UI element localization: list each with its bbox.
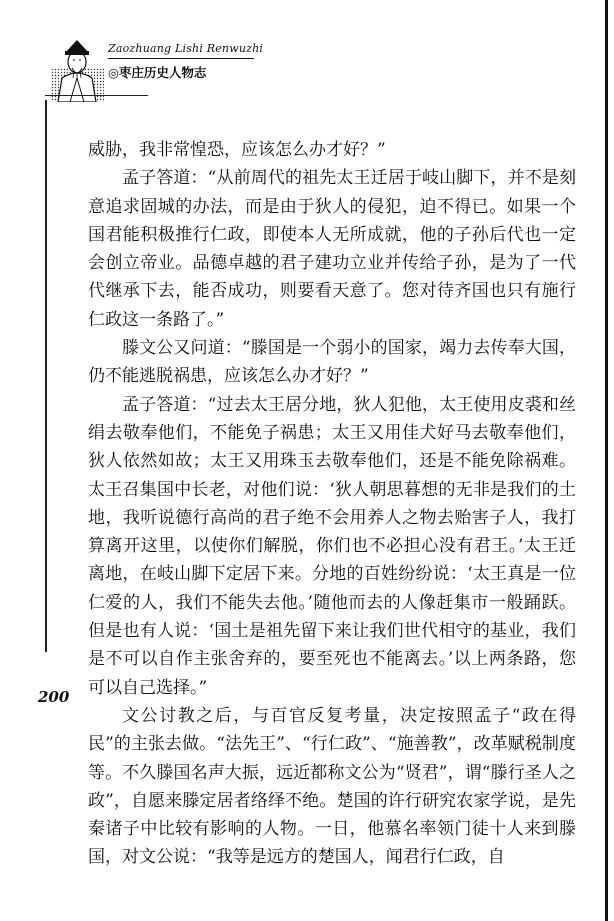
paragraph: 滕文公又问道：“滕国是一个弱小的国家，竭力去传奉大国，仍不能逃脱祸患，应该怎么办才好？” xyxy=(88,338,576,387)
paragraph: 孟子答道：“从前周代的祖先太王迁居于岐山脚下，并不是刻意追求固城的办法，而是由于狄人的侵犯，迫不得已。如果一个国君能积极推行仁政，即使本人无所成就，他的子孙后代也一定会创立帝业。品德卓越的君子建功立业并传给子孙，是为了一代代继承下去，能否成功，则要看天意了。您对待齐国也只有施行仁政这一条路了。” xyxy=(88,168,576,330)
header-divider xyxy=(45,95,148,96)
binding-edge-rule xyxy=(605,0,608,921)
header-underline xyxy=(108,58,254,59)
body-text xyxy=(88,136,576,872)
margin-rule xyxy=(45,100,47,652)
scholar-portrait-icon xyxy=(48,38,106,102)
header-title-chinese: ◎枣庄历史人物志 xyxy=(108,65,207,80)
paragraph: 孟子答道：“过去太王居分地，狄人犯他，太王使用皮裘和丝绢去敬奉他们，不能免子祸患；太王又用佳犬好马去敬奉他们，狄人依然如故；太王又用珠玉去敬奉他们，还是不能免除祸难。太王召集国中长老，对他们说：‘狄人朝思暮想的无非是我们的土地，我听说德行高尚的君子绝不会用养人之物去贻害子人，我打算离开这里，以使你们解脱，你们也不必担心没有君王。’太王迁离地，在岐山脚下定居下来。分地的百姓纷纷说：‘太王真是一位仁爱的人，我们不能失去他。’随他而去的人像赶集市一般踊跃。但是也有人说：‘国土是祖先留下来让我们世代相守的基业，我们是不可以自作主张舍弃的，要至死也不能离去。’以上两条路，您可以自己选择。” xyxy=(88,394,576,698)
paragraph: 文公讨教之后，与百官反复考量，决定按照孟子“政在得民”的主张去做。“法先王”、“行仁政”、“施善教”，改革赋税制度等。不久滕国名声大振，远近都称文公为“贤君”，谓“滕行圣人之政”，自愿来滕定居者络绎不绝。楚国的许行研究农家学说，是先秦诸子中比较有影响的人物。一日，他慕名率领门徒十人来到滕国，对文公说：“我等是远方的楚国人，闻君行仁政，自 xyxy=(88,705,576,868)
header-title-pinyin: Zaozhuang Lishi Renwuzhi xyxy=(108,42,264,55)
paragraph: 威胁，我非常惶恐，应该怎么办才好？” xyxy=(88,140,386,160)
page-number: 200 xyxy=(38,688,70,706)
